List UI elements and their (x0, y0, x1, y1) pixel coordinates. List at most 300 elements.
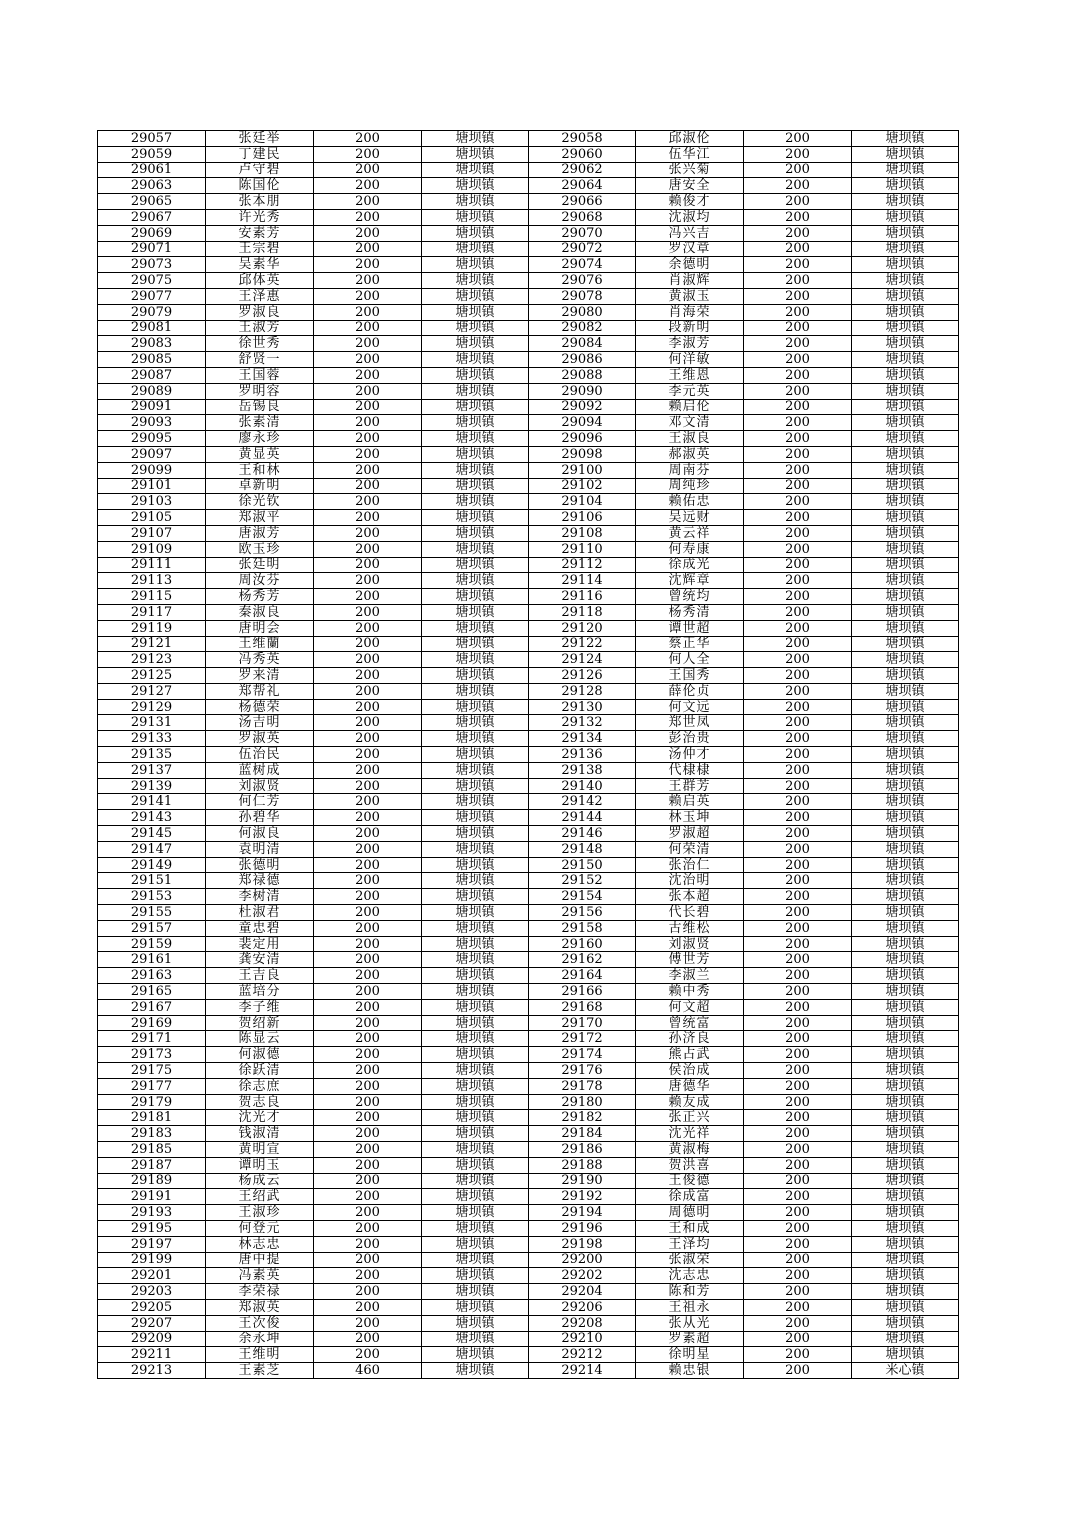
amount-cell: 200 (314, 510, 422, 526)
id-cell: 29137 (98, 762, 206, 778)
name-cell: 卓新明 (206, 478, 314, 494)
id-cell: 29088 (529, 367, 636, 383)
name-cell: 沈辉章 (636, 573, 744, 589)
amount-cell: 200 (744, 1126, 852, 1142)
town-cell: 塘坝镇 (852, 510, 959, 526)
id-cell: 29069 (98, 225, 206, 241)
amount-cell: 200 (744, 984, 852, 1000)
name-cell: 郑淑英 (206, 1299, 314, 1315)
town-cell: 塘坝镇 (852, 715, 959, 731)
id-cell: 29181 (98, 1110, 206, 1126)
amount-cell: 200 (314, 984, 422, 1000)
id-cell: 29105 (98, 510, 206, 526)
table-row (98, 841, 959, 857)
town-cell: 塘坝镇 (852, 826, 959, 842)
amount-cell: 200 (744, 446, 852, 462)
id-cell: 29212 (529, 1347, 636, 1363)
town-cell: 塘坝镇 (422, 794, 529, 810)
amount-cell: 200 (314, 999, 422, 1015)
id-cell: 29103 (98, 494, 206, 510)
town-cell: 塘坝镇 (422, 541, 529, 557)
table-row (98, 668, 959, 684)
amount-cell: 200 (744, 1142, 852, 1158)
table-row (98, 952, 959, 968)
name-cell: 王维恩 (636, 367, 744, 383)
amount-cell: 200 (744, 1031, 852, 1047)
table-row (98, 1031, 959, 1047)
table-row (98, 494, 959, 510)
town-cell: 塘坝镇 (422, 841, 529, 857)
name-cell: 孙碧华 (206, 810, 314, 826)
name-cell: 邱体英 (206, 273, 314, 289)
name-cell: 余德明 (636, 257, 744, 273)
town-cell: 塘坝镇 (422, 1142, 529, 1158)
id-cell: 29092 (529, 399, 636, 415)
amount-cell: 200 (314, 1015, 422, 1031)
id-cell: 29135 (98, 747, 206, 763)
id-cell: 29133 (98, 731, 206, 747)
name-cell: 杨成云 (206, 1173, 314, 1189)
id-cell: 29099 (98, 462, 206, 478)
amount-cell: 200 (314, 857, 422, 873)
amount-cell: 200 (744, 731, 852, 747)
town-cell: 塘坝镇 (422, 573, 529, 589)
id-cell: 29057 (98, 131, 206, 147)
town-cell: 塘坝镇 (422, 762, 529, 778)
id-cell: 29102 (529, 478, 636, 494)
id-cell: 29065 (98, 194, 206, 210)
name-cell: 张素清 (206, 415, 314, 431)
amount-cell: 200 (314, 241, 422, 257)
id-cell: 29152 (529, 873, 636, 889)
name-cell: 王泽均 (636, 1236, 744, 1252)
table-row (98, 178, 959, 194)
name-cell: 秦淑良 (206, 604, 314, 620)
amount-cell: 200 (744, 1189, 852, 1205)
name-cell: 王淑芳 (206, 320, 314, 336)
town-cell: 塘坝镇 (852, 336, 959, 352)
id-cell: 29063 (98, 178, 206, 194)
id-cell: 29140 (529, 778, 636, 794)
id-cell: 29203 (98, 1284, 206, 1300)
table-row (98, 1094, 959, 1110)
town-cell: 塘坝镇 (852, 1110, 959, 1126)
town-cell: 塘坝镇 (422, 826, 529, 842)
town-cell: 塘坝镇 (852, 857, 959, 873)
name-cell: 冯兴吉 (636, 225, 744, 241)
table-row (98, 1284, 959, 1300)
id-cell: 29155 (98, 905, 206, 921)
id-cell: 29150 (529, 857, 636, 873)
town-cell: 塘坝镇 (422, 1094, 529, 1110)
name-cell: 王群芳 (636, 778, 744, 794)
amount-cell: 200 (314, 936, 422, 952)
table-row (98, 462, 959, 478)
amount-cell: 200 (744, 288, 852, 304)
amount-cell: 200 (744, 557, 852, 573)
name-cell: 何登元 (206, 1220, 314, 1236)
amount-cell: 200 (744, 383, 852, 399)
town-cell: 塘坝镇 (422, 857, 529, 873)
amount-cell: 200 (314, 589, 422, 605)
town-cell: 塘坝镇 (852, 367, 959, 383)
name-cell: 李荣禄 (206, 1284, 314, 1300)
name-cell: 王和成 (636, 1220, 744, 1236)
name-cell: 何文远 (636, 699, 744, 715)
id-cell: 29206 (529, 1299, 636, 1315)
town-cell: 塘坝镇 (422, 1173, 529, 1189)
town-cell: 塘坝镇 (422, 1299, 529, 1315)
id-cell: 29122 (529, 636, 636, 652)
name-cell: 李元英 (636, 383, 744, 399)
amount-cell: 200 (314, 1205, 422, 1221)
id-cell: 29157 (98, 920, 206, 936)
id-cell: 29165 (98, 984, 206, 1000)
name-cell: 王维蘭 (206, 636, 314, 652)
amount-cell: 200 (744, 194, 852, 210)
id-cell: 29207 (98, 1315, 206, 1331)
name-cell: 王国秀 (636, 668, 744, 684)
table-row (98, 1015, 959, 1031)
id-cell: 29129 (98, 699, 206, 715)
id-cell: 29118 (529, 604, 636, 620)
name-cell: 郑淑平 (206, 510, 314, 526)
id-cell: 29080 (529, 304, 636, 320)
town-cell: 塘坝镇 (852, 352, 959, 368)
town-cell: 塘坝镇 (422, 288, 529, 304)
id-cell: 29144 (529, 810, 636, 826)
name-cell: 王国蓉 (206, 367, 314, 383)
town-cell: 塘坝镇 (852, 1284, 959, 1300)
amount-cell: 200 (744, 1268, 852, 1284)
town-cell: 塘坝镇 (852, 668, 959, 684)
town-cell: 塘坝镇 (422, 194, 529, 210)
amount-cell: 200 (744, 778, 852, 794)
name-cell: 傅世芳 (636, 952, 744, 968)
town-cell: 塘坝镇 (422, 304, 529, 320)
amount-cell: 200 (744, 494, 852, 510)
town-cell: 塘坝镇 (422, 636, 529, 652)
id-cell: 29098 (529, 446, 636, 462)
id-cell: 29200 (529, 1252, 636, 1268)
amount-cell: 200 (314, 873, 422, 889)
name-cell: 卢守碧 (206, 162, 314, 178)
name-cell: 孙济良 (636, 1031, 744, 1047)
name-cell: 郑帮礼 (206, 683, 314, 699)
id-cell: 29067 (98, 209, 206, 225)
town-cell: 塘坝镇 (422, 1015, 529, 1031)
town-cell: 塘坝镇 (422, 652, 529, 668)
name-cell: 罗来清 (206, 668, 314, 684)
id-cell: 29204 (529, 1284, 636, 1300)
table-row (98, 683, 959, 699)
table-row (98, 1299, 959, 1315)
id-cell: 29079 (98, 304, 206, 320)
amount-cell: 200 (744, 683, 852, 699)
id-cell: 29169 (98, 1015, 206, 1031)
id-cell: 29149 (98, 857, 206, 873)
amount-cell: 200 (744, 178, 852, 194)
town-cell: 塘坝镇 (422, 620, 529, 636)
name-cell: 周南芬 (636, 462, 744, 478)
name-cell: 冯秀英 (206, 652, 314, 668)
amount-cell: 200 (314, 415, 422, 431)
amount-cell: 200 (314, 1252, 422, 1268)
town-cell: 塘坝镇 (852, 841, 959, 857)
name-cell: 谭世超 (636, 620, 744, 636)
table-row (98, 920, 959, 936)
amount-cell: 200 (314, 478, 422, 494)
name-cell: 谭明玉 (206, 1157, 314, 1173)
amount-cell: 200 (314, 715, 422, 731)
id-cell: 29182 (529, 1110, 636, 1126)
amount-cell: 200 (314, 194, 422, 210)
amount-cell: 200 (314, 699, 422, 715)
amount-cell: 200 (314, 620, 422, 636)
id-cell: 29172 (529, 1031, 636, 1047)
amount-cell: 200 (744, 1315, 852, 1331)
amount-cell: 200 (744, 209, 852, 225)
amount-cell: 200 (314, 952, 422, 968)
amount-cell: 200 (744, 573, 852, 589)
id-cell: 29062 (529, 162, 636, 178)
name-cell: 何荣清 (636, 841, 744, 857)
table-row (98, 288, 959, 304)
amount-cell: 200 (314, 320, 422, 336)
name-cell: 郝淑英 (636, 446, 744, 462)
id-cell: 29159 (98, 936, 206, 952)
town-cell: 塘坝镇 (422, 1268, 529, 1284)
id-cell: 29176 (529, 1063, 636, 1079)
town-cell: 塘坝镇 (852, 1189, 959, 1205)
id-cell: 29168 (529, 999, 636, 1015)
amount-cell: 200 (744, 225, 852, 241)
id-cell: 29195 (98, 1220, 206, 1236)
town-cell: 塘坝镇 (422, 1063, 529, 1079)
amount-cell: 200 (744, 604, 852, 620)
id-cell: 29147 (98, 841, 206, 857)
id-cell: 29108 (529, 525, 636, 541)
town-cell: 塘坝镇 (852, 241, 959, 257)
town-cell: 塘坝镇 (422, 273, 529, 289)
name-cell: 黄淑玉 (636, 288, 744, 304)
amount-cell: 200 (314, 1157, 422, 1173)
table-row (98, 936, 959, 952)
name-cell: 李淑芳 (636, 336, 744, 352)
amount-cell: 200 (314, 525, 422, 541)
amount-cell: 200 (744, 1299, 852, 1315)
amount-cell: 200 (314, 604, 422, 620)
id-cell: 29082 (529, 320, 636, 336)
amount-cell: 200 (744, 352, 852, 368)
town-cell: 塘坝镇 (852, 810, 959, 826)
amount-cell: 200 (744, 1094, 852, 1110)
amount-cell: 200 (744, 905, 852, 921)
name-cell: 林志忠 (206, 1236, 314, 1252)
id-cell: 29109 (98, 541, 206, 557)
id-cell: 29153 (98, 889, 206, 905)
town-cell: 塘坝镇 (422, 747, 529, 763)
id-cell: 29068 (529, 209, 636, 225)
id-cell: 29179 (98, 1094, 206, 1110)
name-cell: 曾统富 (636, 1015, 744, 1031)
town-cell: 塘坝镇 (852, 383, 959, 399)
amount-cell: 200 (744, 857, 852, 873)
table-row (98, 1347, 959, 1363)
town-cell: 塘坝镇 (422, 668, 529, 684)
town-cell: 塘坝镇 (852, 984, 959, 1000)
table-row (98, 699, 959, 715)
name-cell: 刘淑贤 (636, 936, 744, 952)
table-row (98, 1157, 959, 1173)
id-cell: 29187 (98, 1157, 206, 1173)
roster-table-body (98, 131, 959, 1379)
name-cell: 唐德华 (636, 1078, 744, 1094)
name-cell: 何淑德 (206, 1047, 314, 1063)
amount-cell: 200 (744, 525, 852, 541)
amount-cell: 200 (314, 1299, 422, 1315)
id-cell: 29210 (529, 1331, 636, 1347)
name-cell: 伍华江 (636, 146, 744, 162)
name-cell: 王淑良 (636, 431, 744, 447)
town-cell: 塘坝镇 (852, 1126, 959, 1142)
id-cell: 29090 (529, 383, 636, 399)
id-cell: 29170 (529, 1015, 636, 1031)
name-cell: 罗素超 (636, 1331, 744, 1347)
town-cell: 塘坝镇 (422, 1363, 529, 1379)
name-cell: 王绍武 (206, 1189, 314, 1205)
name-cell: 王泽惠 (206, 288, 314, 304)
name-cell: 段新明 (636, 320, 744, 336)
amount-cell: 200 (314, 668, 422, 684)
town-cell: 塘坝镇 (852, 699, 959, 715)
name-cell: 张正兴 (636, 1110, 744, 1126)
amount-cell: 200 (744, 478, 852, 494)
town-cell: 塘坝镇 (422, 209, 529, 225)
town-cell: 塘坝镇 (852, 399, 959, 415)
town-cell: 塘坝镇 (852, 999, 959, 1015)
amount-cell: 200 (744, 952, 852, 968)
id-cell: 29106 (529, 510, 636, 526)
town-cell: 塘坝镇 (422, 146, 529, 162)
town-cell: 塘坝镇 (852, 889, 959, 905)
table-row (98, 446, 959, 462)
name-cell: 徐成光 (636, 557, 744, 573)
id-cell: 29096 (529, 431, 636, 447)
name-cell: 陈和芳 (636, 1284, 744, 1300)
name-cell: 张本朋 (206, 194, 314, 210)
name-cell: 罗淑英 (206, 731, 314, 747)
town-cell: 塘坝镇 (422, 1236, 529, 1252)
name-cell: 何文超 (636, 999, 744, 1015)
name-cell: 张廷举 (206, 131, 314, 147)
name-cell: 杨秀芳 (206, 589, 314, 605)
amount-cell: 200 (314, 731, 422, 747)
table-row (98, 652, 959, 668)
name-cell: 赖忠银 (636, 1363, 744, 1379)
id-cell: 29083 (98, 336, 206, 352)
name-cell: 丁建民 (206, 146, 314, 162)
town-cell: 米心镇 (852, 1363, 959, 1379)
town-cell: 塘坝镇 (852, 1047, 959, 1063)
name-cell: 黄明宣 (206, 1142, 314, 1158)
amount-cell: 200 (314, 810, 422, 826)
table-row (98, 747, 959, 763)
town-cell: 塘坝镇 (852, 920, 959, 936)
name-cell: 贺志良 (206, 1094, 314, 1110)
name-cell: 古维松 (636, 920, 744, 936)
id-cell: 29064 (529, 178, 636, 194)
town-cell: 塘坝镇 (422, 889, 529, 905)
id-cell: 29209 (98, 1331, 206, 1347)
amount-cell: 200 (744, 336, 852, 352)
amount-cell: 200 (314, 1126, 422, 1142)
amount-cell: 200 (744, 920, 852, 936)
town-cell: 塘坝镇 (852, 1315, 959, 1331)
table-row (98, 241, 959, 257)
name-cell: 蔡正华 (636, 636, 744, 652)
amount-cell: 200 (314, 225, 422, 241)
amount-cell: 200 (744, 968, 852, 984)
town-cell: 塘坝镇 (422, 1157, 529, 1173)
town-cell: 塘坝镇 (852, 620, 959, 636)
town-cell: 塘坝镇 (422, 178, 529, 194)
amount-cell: 200 (744, 936, 852, 952)
id-cell: 29202 (529, 1268, 636, 1284)
amount-cell: 200 (744, 889, 852, 905)
town-cell: 塘坝镇 (852, 1220, 959, 1236)
id-cell: 29198 (529, 1236, 636, 1252)
id-cell: 29161 (98, 952, 206, 968)
amount-cell: 200 (744, 510, 852, 526)
name-cell: 王维明 (206, 1347, 314, 1363)
table-row (98, 336, 959, 352)
amount-cell: 200 (314, 1173, 422, 1189)
amount-cell: 200 (314, 399, 422, 415)
name-cell: 沈光祥 (636, 1126, 744, 1142)
town-cell: 塘坝镇 (852, 1236, 959, 1252)
table-row (98, 194, 959, 210)
table-row (98, 810, 959, 826)
amount-cell: 200 (744, 1363, 852, 1379)
table-row (98, 367, 959, 383)
town-cell: 塘坝镇 (422, 999, 529, 1015)
name-cell: 罗淑良 (206, 304, 314, 320)
town-cell: 塘坝镇 (422, 1252, 529, 1268)
table-row (98, 1078, 959, 1094)
roster-table (97, 130, 959, 1379)
id-cell: 29205 (98, 1299, 206, 1315)
table-row (98, 604, 959, 620)
name-cell: 岳锡良 (206, 399, 314, 415)
name-cell: 沈淑均 (636, 209, 744, 225)
id-cell: 29141 (98, 794, 206, 810)
name-cell: 廖永珍 (206, 431, 314, 447)
amount-cell: 200 (314, 1220, 422, 1236)
town-cell: 塘坝镇 (422, 383, 529, 399)
table-row (98, 826, 959, 842)
town-cell: 塘坝镇 (422, 320, 529, 336)
name-cell: 王和林 (206, 462, 314, 478)
id-cell: 29060 (529, 146, 636, 162)
town-cell: 塘坝镇 (852, 273, 959, 289)
amount-cell: 200 (744, 794, 852, 810)
town-cell: 塘坝镇 (852, 1015, 959, 1031)
name-cell: 许光秀 (206, 209, 314, 225)
id-cell: 29101 (98, 478, 206, 494)
id-cell: 29143 (98, 810, 206, 826)
town-cell: 塘坝镇 (852, 446, 959, 462)
